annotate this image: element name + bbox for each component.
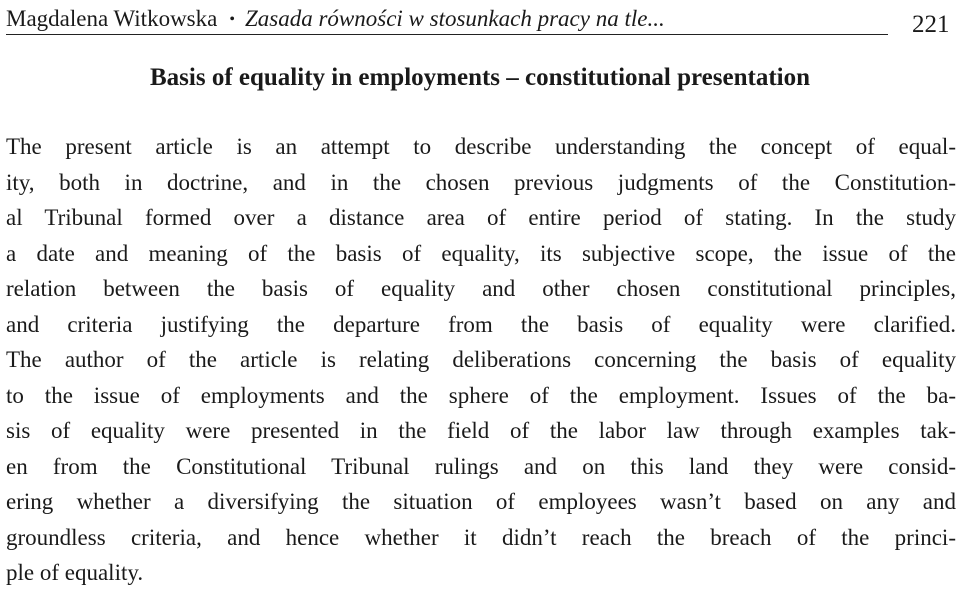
abstract-line: The author of the article is relating deliberations concerning the basis of equality bbox=[6, 347, 956, 372]
abstract-line: a date and meaning of the basis of equality, its subjective scope, the issue of the bbox=[6, 240, 956, 266]
abstract-line: sis of equality were presented in the field of the labor law through examples tak- bbox=[6, 418, 956, 443]
running-head-title: Zasada równości w stosunkach pracy na tle... bbox=[244, 6, 665, 31]
abstract-line: to the issue of employments and the sphere of the employment. Issues of the ba- bbox=[6, 382, 956, 408]
abstract-paragraph bbox=[6, 129, 956, 591]
abstract-line: ple of equality. bbox=[6, 560, 144, 585]
abstract-line: and criteria justifying the departure from the basis of equality were clarified. bbox=[6, 311, 956, 337]
running-head-author: Magdalena Witkowska bbox=[6, 6, 218, 31]
abstract-line: The present article is an attempt to describe understanding the concept of equal- bbox=[6, 134, 956, 159]
abstract-line: al Tribunal formed over a distance area of entire period of stating. In the study bbox=[6, 205, 956, 230]
abstract-line: groundless criteria, and hence whether it didn’t reach the breach of the princi- bbox=[6, 524, 956, 550]
abstract-line: en from the Constitutional Tribunal rulings and on this land they were consid- bbox=[6, 453, 956, 479]
running-head bbox=[6, 4, 888, 35]
abstract-line: ity, both in doctrine, and in the chosen previous judgments of the Constitution- bbox=[6, 169, 956, 195]
page-number: 221 bbox=[912, 11, 950, 38]
article-heading: Basis of equality in employments – constitutional presentation bbox=[150, 64, 810, 91]
bullet-separator: • bbox=[229, 11, 235, 28]
abstract-line: relation between the basis of equality and other chosen constitutional principles, bbox=[6, 276, 956, 301]
abstract-line: ering whether a diversifying the situation of employees wasn’t based on any and bbox=[6, 489, 956, 514]
